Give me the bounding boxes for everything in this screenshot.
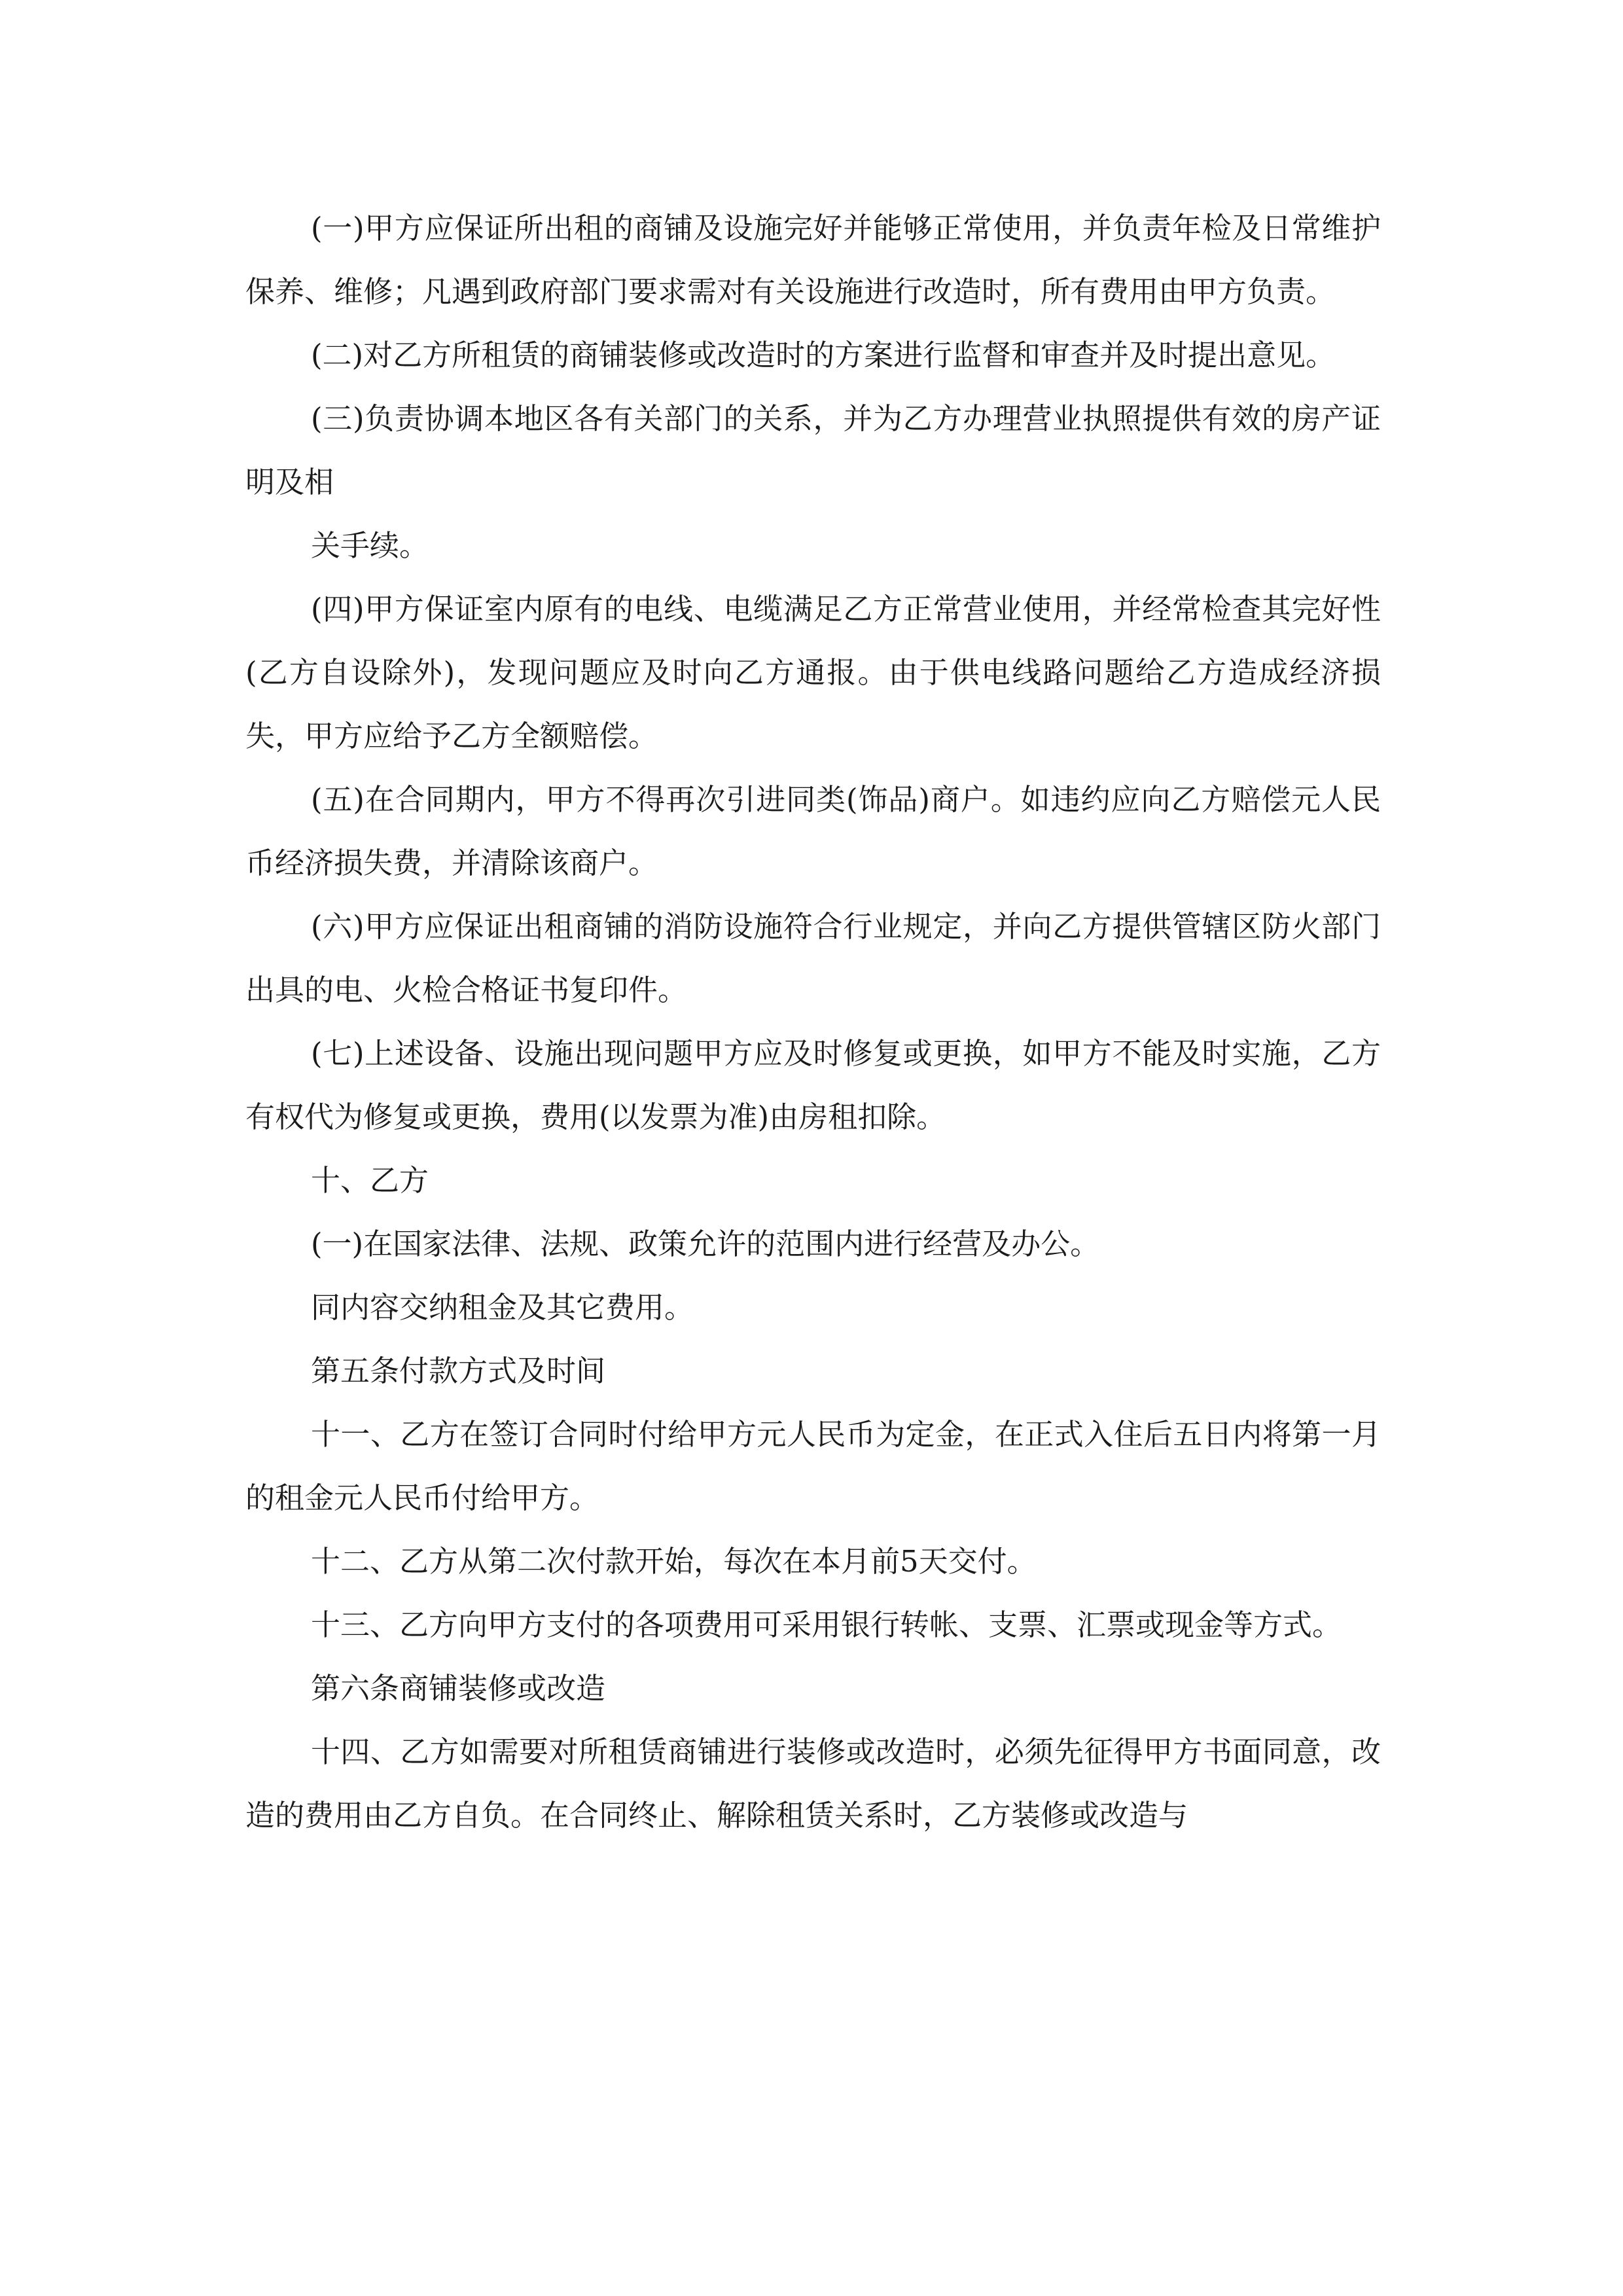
paragraph-13: 十一、乙方在签订合同时付给甲方元人民币为定金，在正式入住后五日内将第一月的租金元人民币付给甲方。 — [245, 1417, 1381, 1515]
paragraph-4: 关手续。 — [311, 528, 429, 563]
paragraph-8: (七)上述设备、设施出现问题甲方应及时修复或更换，如甲方不能及时实施，乙方有权代为修复或更换，费用(以发票为准)由房租扣除。 — [245, 1036, 1381, 1134]
paragraph-17: 十四、乙方如需要对所租赁商铺进行装修或改造时，必须先征得甲方书面同意，改造的费用由乙方自负。在合同终止、解除租赁关系时，乙方装修或改造与 — [245, 1734, 1381, 1833]
paragraph-2: (二)对乙方所租赁的商铺装修或改造时的方案进行监督和审查并及时提出意见。 — [311, 338, 1336, 372]
paragraph-5: (四)甲方保证室内原有的电线、电缆满足乙方正常营业使用，并经常检查其完好性(乙方自设除外)，发现问题应及时向乙方通报。由于供电线路问题给乙方造成经济损失，甲方应给予乙方全额赔偿。 — [245, 592, 1381, 753]
paragraph-14: 十二、乙方从第二次付款开始，每次在本月前5天交付。 — [311, 1544, 1037, 1579]
paragraph-10: (一)在国家法律、法规、政策允许的范围内进行经营及办公。 — [311, 1227, 1100, 1261]
paragraph-6: (五)在合同期内，甲方不得再次引进同类(饰品)商户。如违约应向乙方赔偿元人民币经济损失费，并清除该商户。 — [245, 782, 1381, 880]
section-heading-party-b: 十、乙方 — [311, 1163, 429, 1198]
paragraph-15: 十三、乙方向甲方支付的各项费用可采用银行转帐、支票、汇票或现金等方式。 — [311, 1607, 1342, 1642]
document-body — [245, 196, 1381, 1847]
paragraph-1: (一)甲方应保证所出租的商铺及设施完好并能够正常使用，并负责年检及日常维护保养、维修；凡遇到政府部门要求需对有关设施进行改造时，所有费用由甲方负责。 — [245, 211, 1381, 309]
article-heading-renovation: 第六条商铺装修或改造 — [311, 1671, 606, 1706]
paragraph-11: 同内容交纳租金及其它费用。 — [311, 1290, 694, 1325]
paragraph-3: (三)负责协调本地区各有关部门的关系，并为乙方办理营业执照提供有效的房产证明及相 — [245, 401, 1381, 499]
article-heading-payment: 第五条付款方式及时间 — [311, 1354, 606, 1388]
paragraph-7: (六)甲方应保证出租商铺的消防设施符合行业规定，并向乙方提供管辖区防火部门出具的电、火检合格证书复印件。 — [245, 909, 1381, 1007]
